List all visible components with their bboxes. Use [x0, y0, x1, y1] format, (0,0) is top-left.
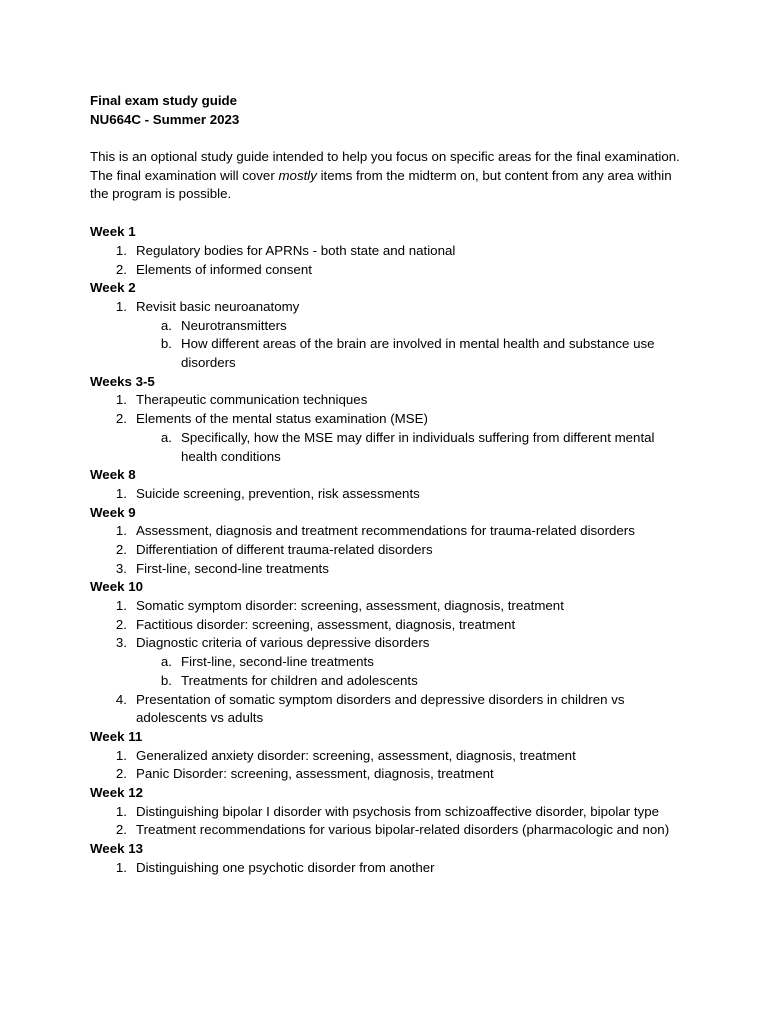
list-item-text: Diagnostic criteria of various depressive disorders: [136, 635, 430, 651]
list-item-number: 2.: [115, 822, 127, 838]
list-item-number: 2.: [115, 541, 127, 557]
section-heading: Week 1: [90, 224, 136, 240]
section-heading: Week 9: [90, 504, 136, 520]
document-page: [90, 92, 690, 878]
list-item-number: 1.: [115, 598, 127, 614]
list-item: [90, 560, 690, 579]
list-item: [90, 485, 690, 504]
list-item: [90, 821, 690, 840]
sub-topic-list: [136, 429, 690, 466]
list-item-number: 4.: [115, 691, 127, 707]
section-heading: Week 12: [90, 785, 143, 801]
sub-list-item-letter: a.: [160, 654, 172, 670]
list-item-text: Regulatory bodies for APRNs - both state and national: [136, 242, 456, 258]
list-item-number: 1.: [115, 485, 127, 501]
list-item-number: 3.: [115, 635, 127, 651]
study-section: [90, 373, 690, 467]
study-section: [90, 466, 690, 503]
section-heading: Week 11: [90, 729, 143, 744]
list-item: [90, 597, 690, 616]
list-item-text: Factitious disorder: screening, assessment, diagnosis, treatment: [136, 616, 516, 632]
sub-topic-list: [136, 317, 690, 373]
topic-list: [90, 391, 690, 466]
list-item: [90, 522, 690, 541]
section-heading: Week 2: [90, 280, 136, 296]
list-item: [90, 541, 690, 560]
sub-list-item-text: How different areas of the brain are involved in mental health and substance use disorders: [181, 336, 655, 370]
list-item-number: 1.: [115, 298, 127, 314]
list-item-number: 1.: [115, 523, 127, 539]
sub-list-item-letter: a.: [160, 429, 172, 445]
document-title: Final exam study guide: [90, 93, 238, 108]
sub-list-item-text: Neurotransmitters: [181, 317, 287, 333]
topic-list: [90, 747, 690, 784]
list-item: [90, 410, 690, 466]
study-sections: [90, 223, 690, 877]
section-heading: Week 13: [90, 841, 143, 857]
list-item-number: 1.: [115, 803, 127, 819]
list-item: [90, 391, 690, 410]
study-section: [90, 578, 690, 728]
list-item-text: Therapeutic communication techniques: [136, 392, 368, 408]
list-item-text: Panic Disorder: screening, assessment, diagnosis, treatment: [136, 766, 494, 782]
sub-list-item-letter: b.: [160, 336, 172, 352]
section-heading: Week 10: [90, 579, 143, 595]
list-item-text: Somatic symptom disorder: screening, assessment, diagnosis, treatment: [136, 598, 564, 614]
list-item-text: Distinguishing bipolar I disorder with psychosis from schizoaffective disorder, bipolar type: [136, 803, 660, 819]
list-item-text: Differentiation of different trauma-related disorders: [136, 541, 433, 557]
list-item: [90, 747, 690, 766]
topic-list: [90, 298, 690, 373]
list-item-number: 2.: [115, 261, 127, 277]
document-subtitle: NU664C - Summer 2023: [90, 112, 240, 127]
study-section: [90, 728, 690, 784]
sub-list-item-text: Treatments for children and adolescents: [181, 672, 418, 688]
list-item-number: 1.: [115, 747, 127, 763]
intro-text-after: items from the midterm on, but content from any area within the program is possible.: [90, 167, 672, 202]
study-section: [90, 784, 690, 840]
list-item-number: 2.: [115, 411, 127, 427]
list-item: [90, 298, 690, 373]
list-item-text: Elements of the mental status examination (MSE): [136, 411, 428, 427]
sub-topic-list: [136, 653, 690, 690]
sub-list-item-text: First-line, second-line treatments: [181, 654, 374, 670]
list-item: [90, 634, 690, 690]
list-item-text: First-line, second-line treatments: [136, 560, 329, 576]
study-section: [90, 840, 690, 877]
list-item-text: Generalized anxiety disorder: screening, assessment, diagnosis, treatment: [136, 747, 576, 763]
intro-paragraph: [90, 148, 680, 204]
list-item-number: 3.: [115, 560, 127, 576]
list-item: [90, 616, 690, 635]
list-item-text: Elements of informed consent: [136, 261, 312, 277]
sub-list-item: [136, 317, 690, 336]
sub-list-item-text: Specifically, how the MSE may differ in individuals suffering from different mental health conditions: [181, 429, 655, 464]
section-heading: Week 8: [90, 467, 136, 483]
sub-list-item: [136, 429, 690, 466]
list-item: [90, 859, 690, 878]
list-item-text: Suicide screening, prevention, risk assessments: [136, 485, 420, 501]
list-item-text: Treatment recommendations for various bipolar-related disorders (pharmacologic and non): [136, 822, 670, 838]
sub-list-item: [136, 672, 690, 691]
list-item: [90, 765, 690, 784]
intro-emphasis: mostly: [278, 167, 317, 183]
topic-list: [90, 859, 690, 878]
section-heading: Weeks 3-5: [90, 373, 155, 389]
list-item: [90, 803, 690, 822]
topic-list: [90, 597, 690, 728]
list-item-text: Presentation of somatic symptom disorders and depressive disorders in children vs adolescents vs adults: [136, 691, 625, 726]
study-section: [90, 223, 690, 279]
intro-text-before: This is an optional study guide intended to help you focus on specific areas for the final examination. The final examination will cover: [90, 149, 680, 183]
list-item-number: 2.: [115, 616, 127, 632]
topic-list: [90, 803, 690, 840]
list-item-number: 1.: [115, 242, 127, 258]
sub-list-item-letter: a.: [160, 317, 172, 333]
list-item-number: 1.: [115, 392, 127, 408]
list-item-text: Revisit basic neuroanatomy: [136, 298, 300, 314]
list-item: [90, 691, 690, 728]
list-item-text: Distinguishing one psychotic disorder from another: [136, 859, 435, 875]
list-item-text: Assessment, diagnosis and treatment recommendations for trauma-related disorders: [136, 523, 635, 539]
list-item-number: 1.: [115, 859, 127, 875]
study-section: [90, 279, 690, 373]
list-item-number: 2.: [115, 766, 127, 782]
topic-list: [90, 242, 690, 279]
sub-list-item: [136, 653, 690, 672]
list-item: [90, 261, 690, 280]
sub-list-item-letter: b.: [160, 672, 172, 688]
topic-list: [90, 522, 690, 578]
list-item: [90, 242, 690, 261]
topic-list: [90, 485, 690, 504]
study-section: [90, 504, 690, 579]
sub-list-item: [136, 335, 690, 372]
